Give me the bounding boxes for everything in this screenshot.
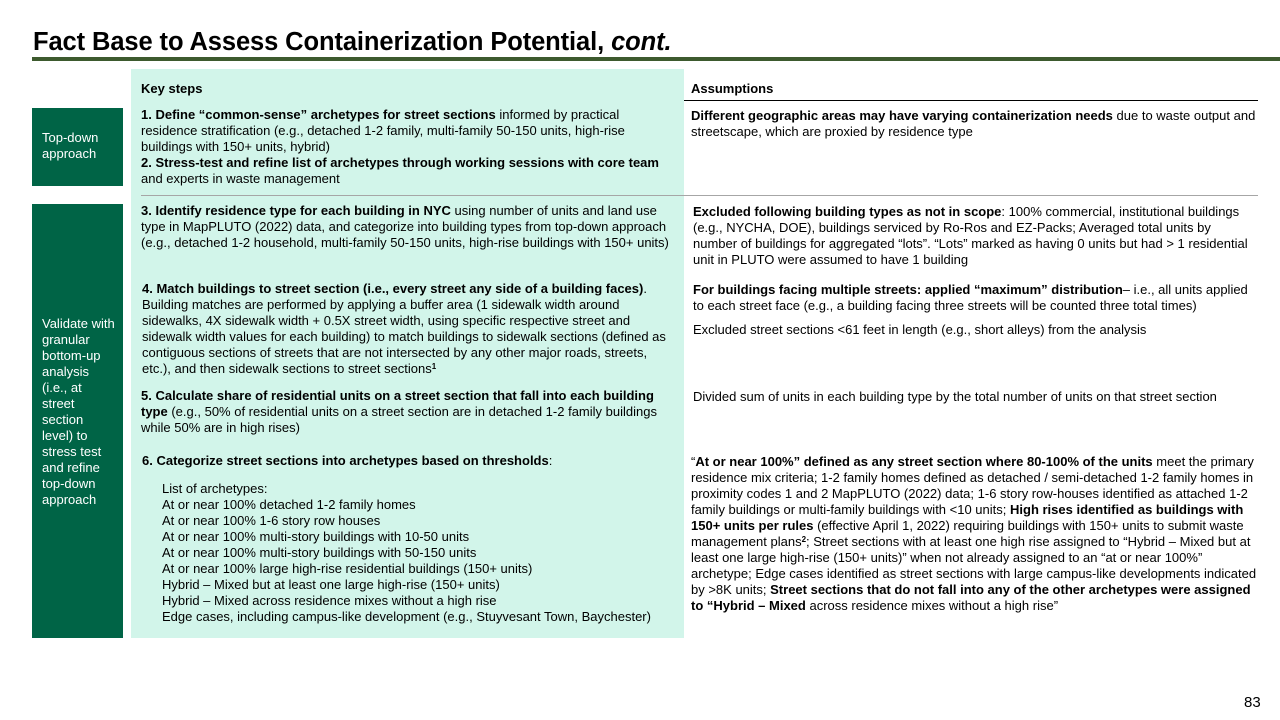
assumption-4b: Excluded street sections <61 feet in length (e.g., short alleys) from the analysis bbox=[693, 322, 1147, 337]
step-5: 5. Calculate share of residential units on a street section that fall into each building type (e.g., 50% of residential units on a street section are in detached 1-2 family buildings while 50% are in high rises) bbox=[141, 388, 657, 435]
assumption-6: “At or near 100%” defined as any street section where 80-100% of the units meet the primary residence mix criteria; 1-2 family homes defined as detached / semi-detached 1-2 family homes in proximity codes 1 and 2 MapPLUTO (2022) data; 1-6 story row-houses identified as attached 1-2 family buildings or multi-family buildings with <10 units; High rises identified as buildings with 150+ units per rules (effective April 1, 2022) requiring buildings with 150+ units to submit waste management plans$^2$; Street sections with at least one high rise assigned to “Hybrid – Mixed but at least one large high-rise (150+ units)” when not already assigned to an “at or near 100%” archetype; Edge cases identified as street sections with large campus-like developments indicated by >8K units; Street sections that do not fall into any of the other archetypes were assigned to “Hybrid – Mixed across residence mixes without a high rise” bbox=[691, 454, 1257, 613]
key-steps-header: Key steps bbox=[141, 81, 203, 96]
archetype-list bbox=[162, 481, 682, 625]
assumption-4: For buildings facing multiple streets: applied “maximum” distribution– i.e., all units applied to each street face (e.g., a building facing three streets will be counted three total times) bbox=[693, 282, 1248, 313]
step-3: 3. Identify residence type for each building in NYC using number of units and land use type in MapPLUTO (2022) data, and categorize into building types from top-down approach (e.g., detached 1-2 household, multi-family 50-150 units, high-rise buildings with 150+ units) bbox=[141, 203, 669, 250]
steps-top-down bbox=[141, 107, 679, 187]
page-title-cont: cont. bbox=[611, 28, 672, 56]
archetype-item: At or near 100% detached 1-2 family homes bbox=[162, 497, 416, 512]
archetype-list-heading: List of archetypes: bbox=[162, 481, 268, 496]
archetype-item: Edge cases, including campus-like development (e.g., Stuyvesant Town, Baychester) bbox=[162, 609, 651, 624]
archetype-item: Hybrid – Mixed across residence mixes without a high rise bbox=[162, 593, 497, 608]
header-rule bbox=[684, 100, 1258, 101]
archetype-item: At or near 100% multi-story buildings with 10-50 units bbox=[162, 529, 470, 544]
archetype-item: At or near 100% large high-rise residential buildings (150+ units) bbox=[162, 561, 533, 576]
step-4: 4. Match buildings to street section (i.e., every street any side of a building faces). Building matches are performed by applying a buffer area (1 sidewalk width around sidewalks, 4X sidewalk width + 0.5X street width, using specific respective street and sidewalk width values for each building) to match buildings to sidewalk sections (defined as contiguous sections of streets that are not intersected by any other major roads, streets, etc.), and then sidewalk sections to street sections$^1$ bbox=[142, 281, 666, 376]
step-6: 6. Categorize street sections into archetypes based on thresholds: bbox=[142, 453, 553, 468]
page-number: 83 bbox=[1244, 694, 1261, 711]
archetype-item: At or near 100% 1-6 story row houses bbox=[162, 513, 381, 528]
page-title: Fact Base to Assess Containerization Potential, cont. bbox=[33, 28, 672, 56]
top-down-label: Top-down approach bbox=[32, 108, 123, 186]
assumption-3: Excluded following building types as not in scope: 100% commercial, institutional buildings (e.g., NYCHA, DOE), buildings serviced by Ro-Ros and EZ-Packs; Averaged total units by number of buildings for aggregated “lots”. “Lots” marked as having 0 units but had > 1 residential unit in PLUTO were assumed to have 1 building bbox=[693, 204, 1248, 267]
title-rule bbox=[32, 57, 1280, 61]
assumption-5: Divided sum of units in each building type by the total number of units on that street section bbox=[693, 389, 1217, 404]
assumptions-header: Assumptions bbox=[691, 81, 774, 96]
step-1: 1. Define “common-sense” archetypes for street sections informed by practical residence stratification (e.g., detached 1-2 family, multi-family 50-150 units, high-rise buildings with 150+ units, hybrid) bbox=[141, 107, 625, 154]
footnote-1-marker: 1 bbox=[431, 362, 437, 371]
archetype-item: At or near 100% multi-story buildings with 50-150 units bbox=[162, 545, 477, 560]
footnote-2-marker: 2 bbox=[801, 535, 807, 544]
assumption-1: Different geographic areas may have varying containerization needs due to waste output and streetscape, which are proxied by residence type bbox=[691, 108, 1256, 139]
step-2: 2. Stress-test and refine list of archetypes through working sessions with core team and experts in waste management bbox=[141, 155, 659, 186]
section-separator bbox=[141, 195, 1258, 196]
bottom-up-label: Validate with granular bottom-up analysis (i.e., at street section level) to stress test and refine top-down approach bbox=[32, 204, 123, 638]
archetype-item: Hybrid – Mixed but at least one large high-rise (150+ units) bbox=[162, 577, 500, 592]
